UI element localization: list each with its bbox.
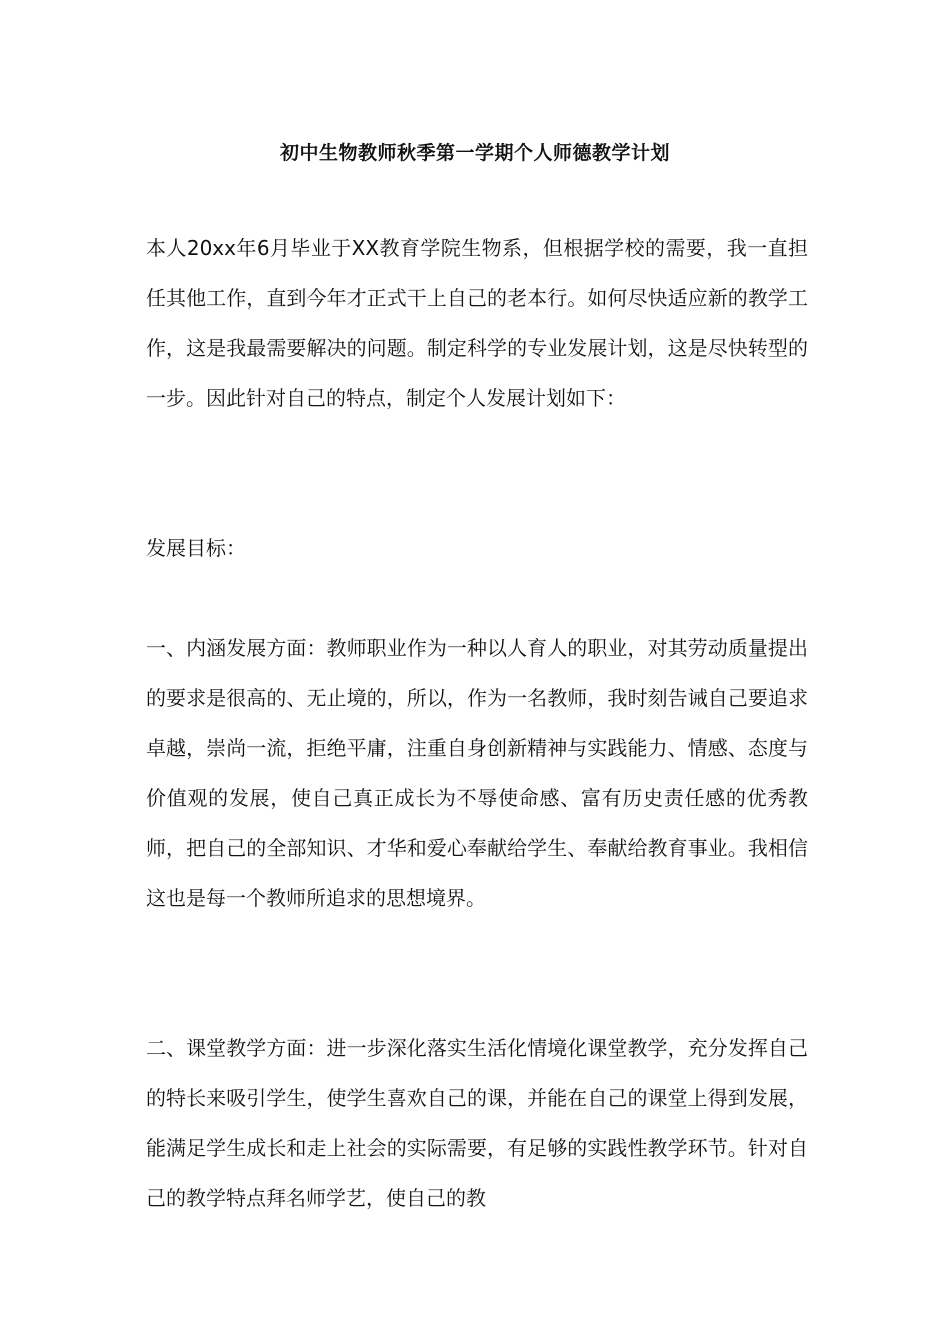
section-two-paragraph [146, 1023, 808, 1223]
paragraph-text: 发展目标： [146, 536, 246, 560]
paragraph-text: 本人20xx年6月毕业于XX教育学院生物系，但根据学校的需要，我一直担任其他工作，直到今年才正式干上自己的老本行。如何尽快适应新的教学工作，这是我最需要解决的问题。制定科学的专业发展计划，这是尽快转型的一步。因此针对自己的特点，制定个人发展计划如下： [146, 236, 808, 410]
paragraph-text: 二、课堂教学方面：进一步深化落实生活化情境化课堂教学，充分发挥自己的特长来吸引学生，使学生喜欢自己的课，并能在自己的课堂上得到发展，能满足学生成长和走上社会的实际需要，有足够的实践性教学环节。针对自己的教学特点拜名师学艺，使自己的教 [146, 1036, 808, 1210]
paragraph-text: 一、内涵发展方面：教师职业作为一种以人育人的职业，对其劳动质量提出的要求是很高的、无止境的，所以，作为一名教师，我时刻告诫自己要追求卓越，崇尚一流，拒绝平庸，注重自身创新精神与实践能力、情感、态度与价值观的发展，使自己真正成长为不辱使命感、富有历史责任感的优秀教师，把自己的全部知识、才华和爱心奉献给学生、奉献给教育事业。我相信这也是每一个教师所追求的思想境界。 [146, 636, 808, 910]
document-title: 初中生物教师秋季第一学期个人师德教学计划 [279, 142, 670, 164]
goals-heading [146, 523, 808, 573]
intro-paragraph [146, 223, 808, 423]
section-one-paragraph [146, 623, 808, 923]
